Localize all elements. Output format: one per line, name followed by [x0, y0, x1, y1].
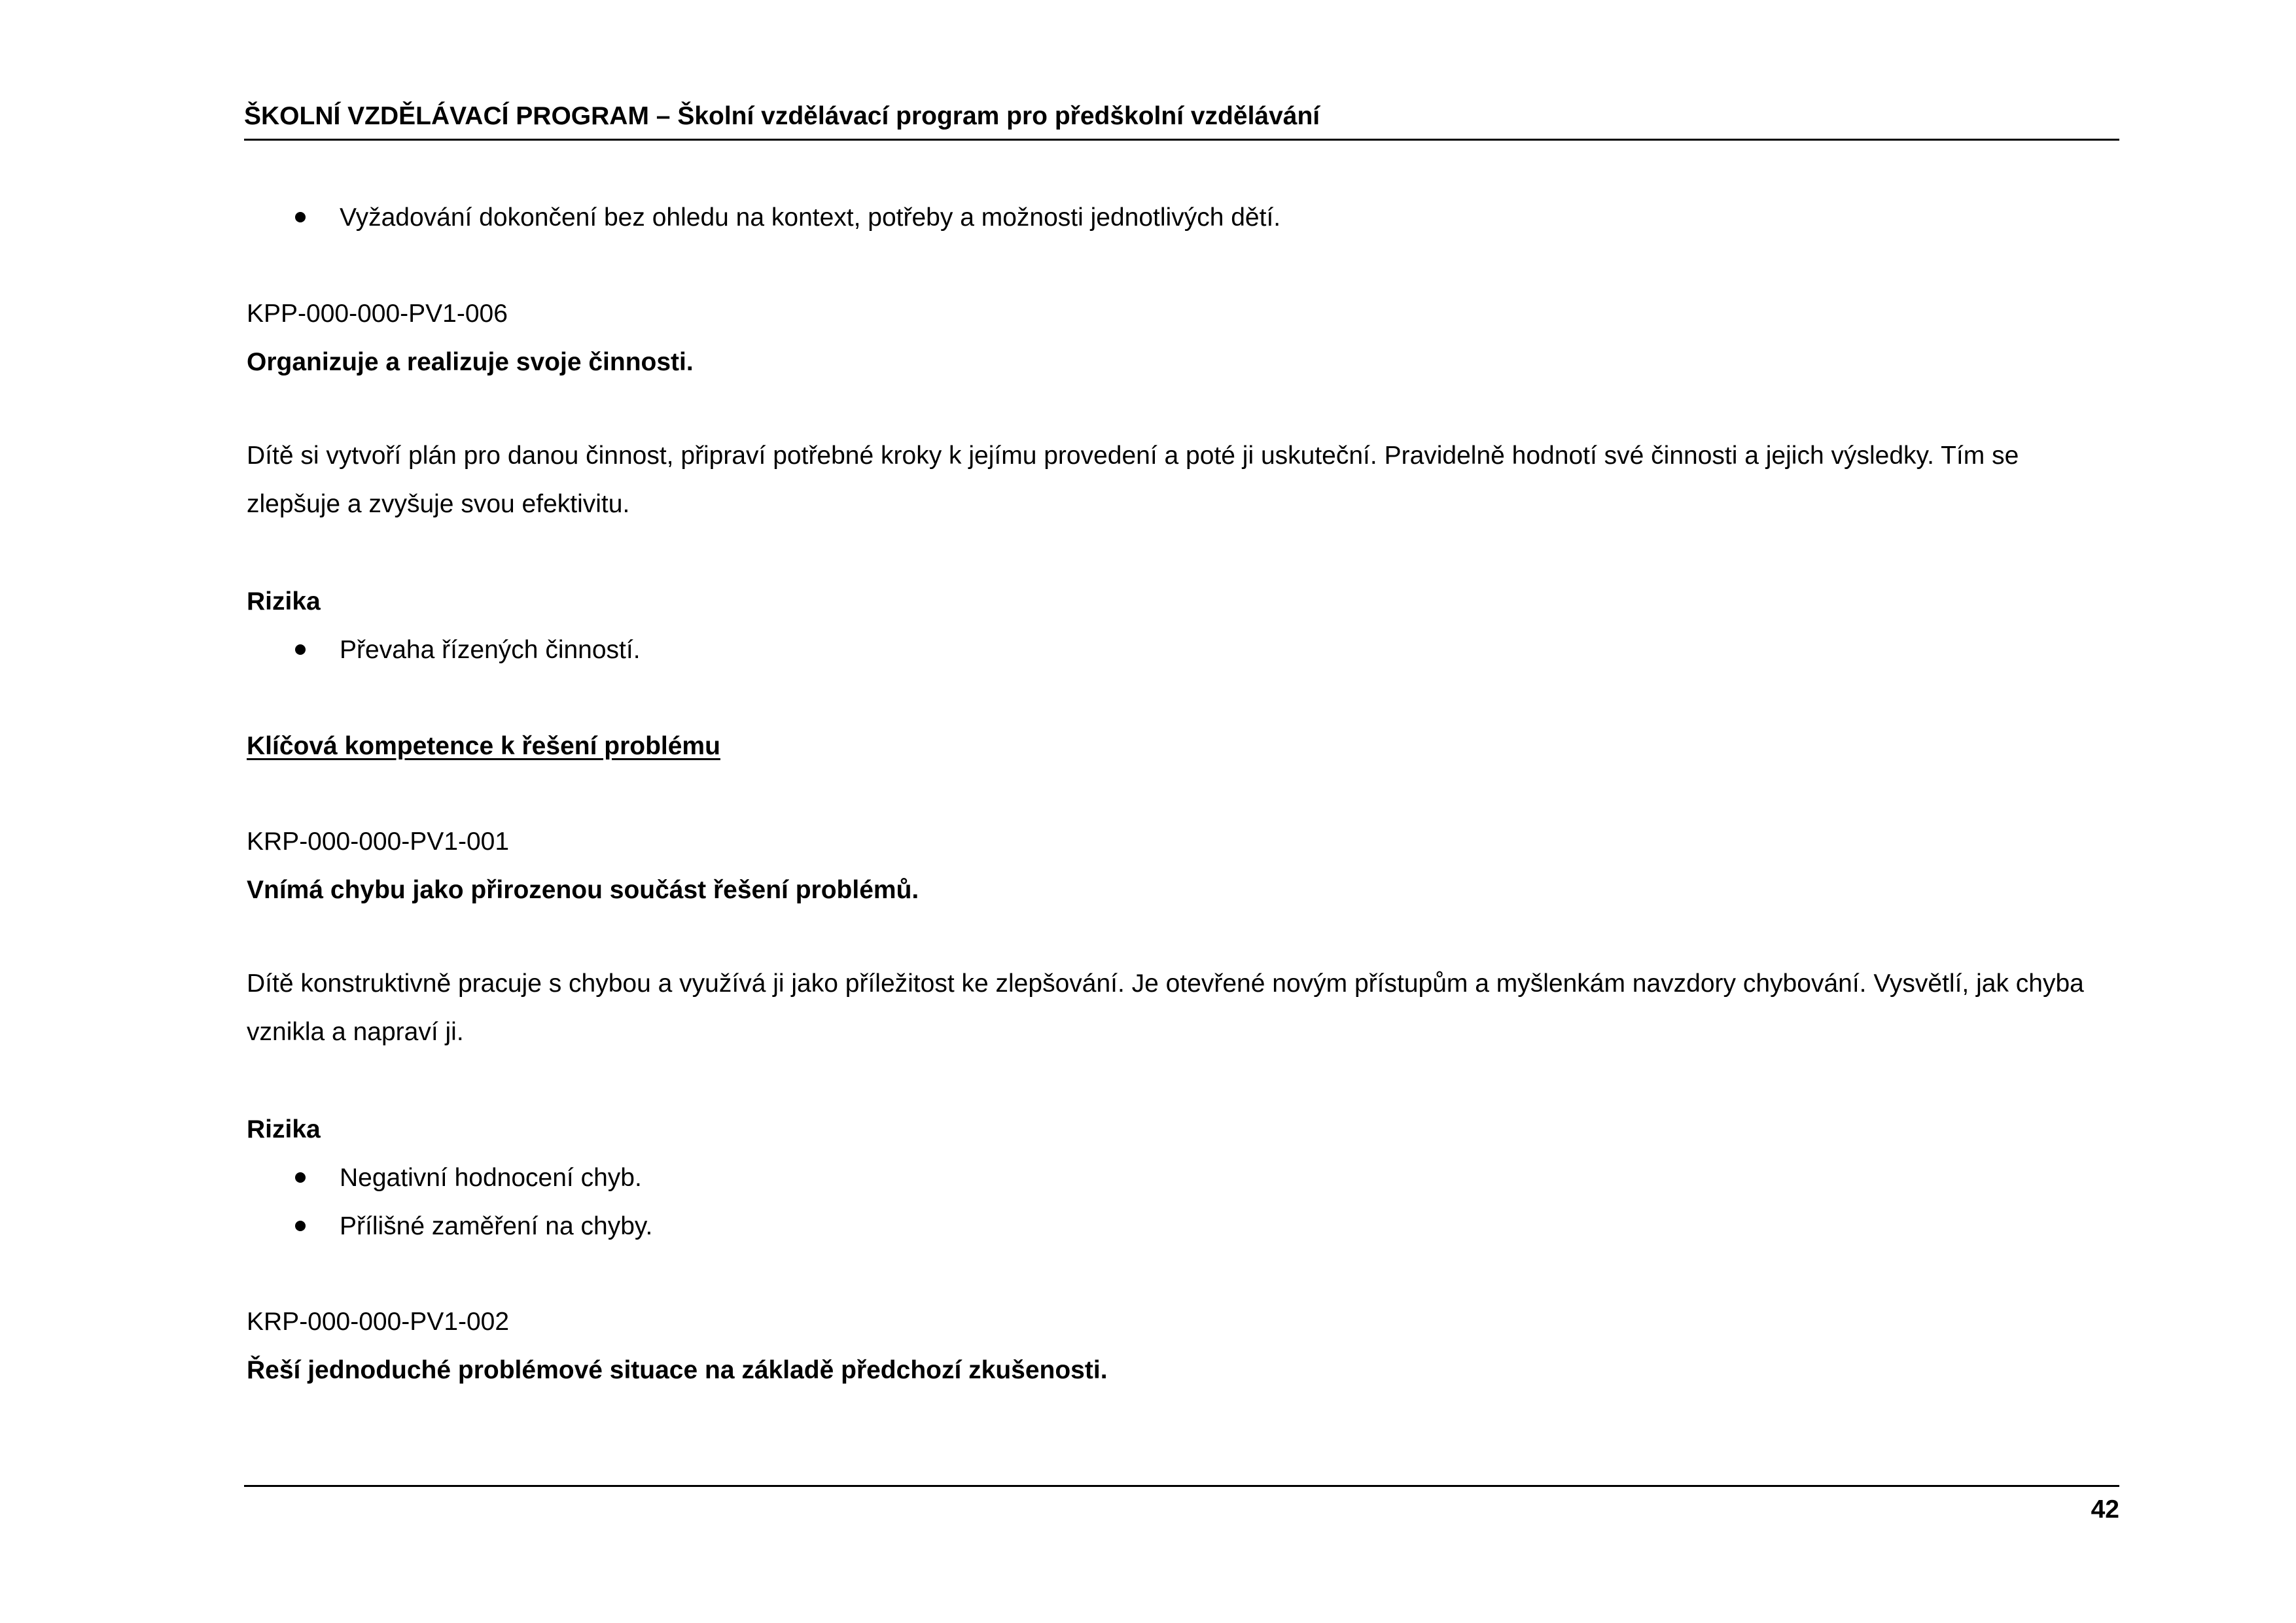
- risks-heading: Rizika: [247, 587, 321, 616]
- bullet-icon: [295, 644, 306, 655]
- footer-divider: [244, 1485, 2119, 1487]
- list-item-text: Převaha řízených činností.: [340, 636, 641, 664]
- competence-title: Vnímá chybu jako přirozenou součást řešení problémů.: [247, 876, 919, 904]
- list-item: [295, 631, 641, 670]
- bullet-icon: [295, 1172, 306, 1183]
- list-item: [295, 1159, 642, 1198]
- list-item: [295, 1207, 652, 1246]
- competence-title: Organizuje a realizuje svoje činnosti.: [247, 348, 694, 376]
- header-divider: [244, 139, 2119, 141]
- competence-code: KRP-000-000-PV1-001: [247, 828, 510, 856]
- page-header-title: ŠKOLNÍ VZDĚLÁVACÍ PROGRAM – Školní vzdělávací program pro předškolní vzdělávání: [244, 102, 1320, 130]
- section-heading: Klíčová kompetence k řešení problému: [247, 732, 720, 760]
- list-item-text: Negativní hodnocení chyb.: [340, 1164, 642, 1192]
- competence-code: KPP-000-000-PV1-006: [247, 300, 508, 328]
- page-number: 42: [2091, 1495, 2119, 1524]
- competence-title: Řeší jednoduché problémové situace na základě předchozí zkušenosti.: [247, 1356, 1108, 1384]
- competence-description: Dítě konstruktivně pracuje s chybou a využívá ji jako příležitost ke zlepšování. Je otevřené novým přístupům a myšlenkám navzdory chybování. Vysvětlí, jak chyba vznikla a napraví ji.: [247, 969, 2084, 1046]
- bullet-icon: [295, 1221, 306, 1231]
- competence-description: Dítě si vytvoří plán pro danou činnost, připraví potřebné kroky k jejímu provedení a poté ji uskuteční. Pravidelně hodnotí své činnosti a jejich výsledky. Tím se zlepšuje a zvyšuje svou efektivitu.: [247, 442, 2019, 518]
- risks-heading: Rizika: [247, 1115, 321, 1143]
- list-item-text: Vyžadování dokončení bez ohledu na kontext, potřeby a možnosti jednotlivých dětí.: [340, 203, 1281, 232]
- list-item-text: Přílišné zaměření na chyby.: [340, 1212, 653, 1240]
- list-item: [295, 198, 1280, 237]
- bullet-icon: [295, 212, 306, 222]
- competence-code: KRP-000-000-PV1-002: [247, 1308, 510, 1336]
